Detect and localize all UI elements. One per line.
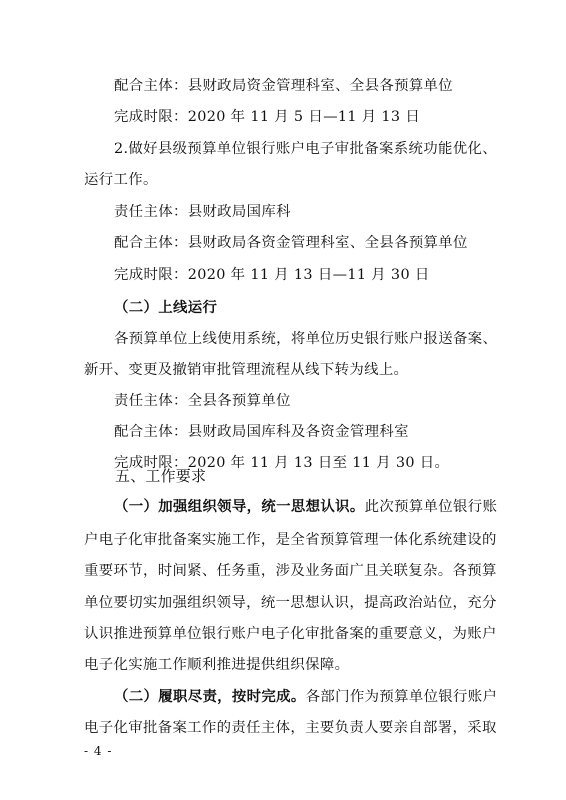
- requirement-1-heading: （一）加强组织领导，统一思想认识。: [114, 498, 365, 515]
- coordination-subject-2: 配合主体：县财政局各资金管理科室、全县各预算单位: [114, 235, 468, 251]
- online-operation-line-1: 各预算单位上线使用系统，将单位历史银行账户报送备案、: [114, 331, 498, 347]
- requirement-2-text-start: 各部门作为预算单位银行账户: [305, 689, 498, 705]
- online-operation-line-2: 新开、变更及撤销审批管理流程从线下转为线上。: [84, 362, 409, 378]
- coordination-subject-1: 配合主体：县财政局资金管理科室、全县各预算单位: [114, 78, 454, 94]
- responsible-subject-2: 责任主体：县财政局国库科: [114, 204, 291, 220]
- main-section-title: 五、工作要求: [115, 467, 207, 485]
- requirement-1-line-3: 重要环节，时间紧、任务重，涉及业务面广且关联复杂。各预算: [84, 563, 497, 579]
- deadline-1: 完成时限：2020 年 11 月 5 日—11 月 13 日: [114, 109, 421, 125]
- requirement-1-line-2: 户电子化审批备案实施工作，是全省预算管理一体化系统建设的: [84, 532, 497, 548]
- task-2-line-1: 2.做好县级预算单位银行账户电子审批备案系统功能优化、: [114, 141, 497, 157]
- responsible-subject-3: 责任主体：全县各预算单位: [114, 393, 291, 409]
- requirement-1-line-5: 认识推进预算单位银行账户电子化审批备案的重要意义，为账户: [84, 626, 497, 642]
- page-number: - 4 -: [84, 744, 113, 758]
- requirement-1-line-6: 电子化实施工作顺利推进提供组织保障。: [84, 657, 350, 673]
- requirement-2-heading: （二）履职尽责，按时完成。: [114, 688, 306, 705]
- requirement-1-line-4: 单位要切实加强组织领导，统一思想认识，提高政治站位，充分: [84, 595, 497, 611]
- section-heading-online-operation: （二）上线运行: [114, 299, 218, 316]
- requirement-2-line-1: [114, 687, 497, 707]
- deadline-2: 完成时限：2020 年 11 月 13 日—11 月 30 日: [114, 267, 430, 283]
- requirement-1-line-1: [114, 497, 497, 517]
- task-2-line-2: 运行工作。: [84, 172, 158, 188]
- requirement-2-line-2: 电子化审批备案工作的责任主体，主要负责人要亲自部署，采取: [84, 720, 497, 736]
- coordination-subject-3: 配合主体：县财政局国库科及各资金管理科室: [114, 424, 409, 440]
- deadline-3: 完成时限：2020 年 11 月 13 日至 11 月 30 日。: [114, 455, 450, 471]
- requirement-1-text-start: 此次预算单位银行账: [364, 499, 498, 515]
